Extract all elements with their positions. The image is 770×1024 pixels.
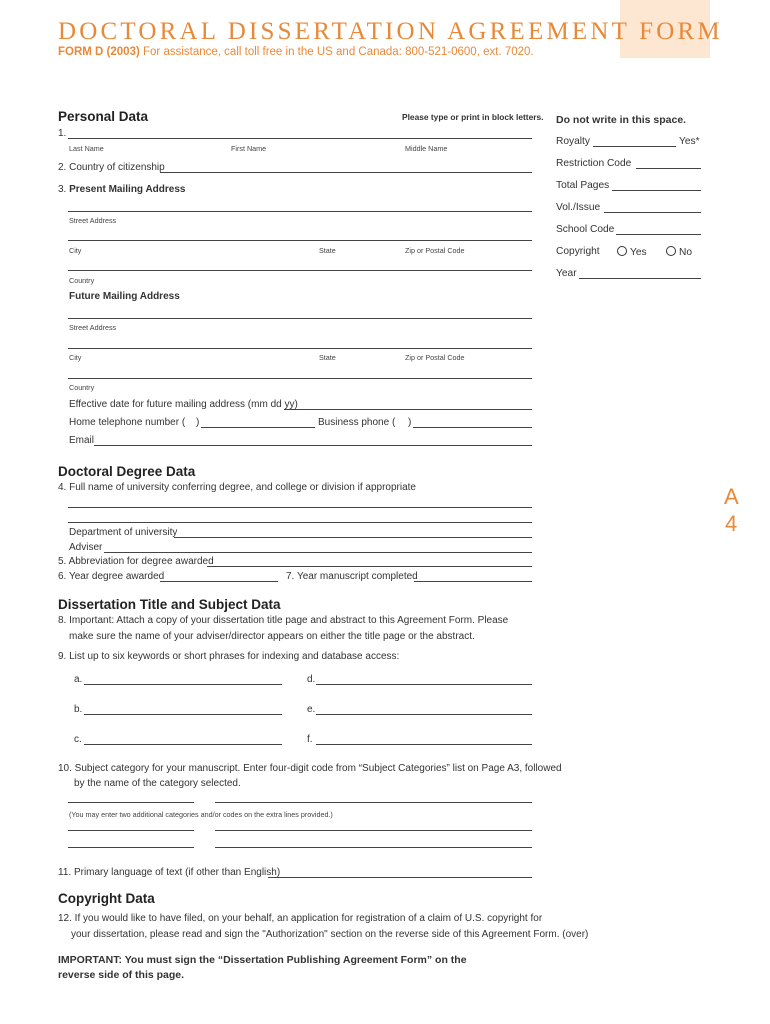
university-line-1[interactable] — [68, 507, 532, 508]
category-name-line-3[interactable] — [215, 847, 532, 848]
future-street-line[interactable] — [68, 318, 532, 319]
keyword-d-label: d. — [307, 674, 316, 685]
assistance-text: For assistance, call toll free in the US and Canada: 800-521-0600, ext. 7020. — [143, 46, 534, 58]
keyword-f-label: f. — [307, 734, 313, 745]
effective-date-line[interactable] — [284, 409, 532, 410]
dissertation-data-heading: Dissertation Title and Subject Data — [58, 597, 281, 612]
block-letters-note: Please type or print in block letters. — [402, 112, 544, 122]
item-11-label: 11. Primary language of text (if other than English) — [58, 867, 281, 878]
degree-data-heading: Doctoral Degree Data — [58, 464, 196, 479]
item-10-line-2: by the name of the category selected. — [74, 778, 241, 789]
copyright-yes-label: Yes — [630, 247, 647, 258]
home-phone-label: Home telephone number ( — [69, 417, 186, 428]
present-state-label: State — [319, 246, 336, 255]
adviser-label: Adviser — [69, 542, 103, 553]
future-zip-label: Zip or Postal Code — [405, 353, 465, 362]
last-name-label: Last Name — [69, 144, 104, 153]
total-pages-line[interactable] — [612, 190, 701, 191]
business-phone-line[interactable] — [413, 427, 532, 428]
radio-circle-icon — [617, 246, 627, 256]
business-phone-paren: ) — [408, 417, 412, 428]
future-country-label: Country — [69, 383, 95, 392]
keyword-b-label: b. — [74, 704, 83, 715]
keyword-a-label: a. — [74, 674, 83, 685]
department-line[interactable] — [174, 537, 532, 538]
page-title: DOCTORAL DISSERTATION AGREEMENT FORM — [58, 18, 723, 45]
adviser-line[interactable] — [104, 552, 532, 553]
present-city-label: City — [69, 246, 82, 255]
effective-date-label: Effective date for future mailing address (mm dd yy) — [69, 399, 298, 410]
page-number: 4 — [725, 511, 738, 536]
present-zip-label: Zip or Postal Code — [405, 246, 465, 255]
home-phone-line[interactable] — [201, 427, 315, 428]
home-phone-paren: ) — [196, 417, 200, 428]
year-awarded-line[interactable] — [160, 581, 278, 582]
item-3-label — [58, 184, 185, 195]
middle-name-label: Middle Name — [405, 144, 448, 153]
restriction-code-line[interactable] — [636, 168, 701, 169]
copyright-no-label: No — [679, 247, 693, 258]
name-line[interactable] — [68, 138, 532, 139]
present-street-line[interactable] — [68, 211, 532, 212]
restriction-code-label: Restriction Code — [556, 158, 632, 169]
keyword-d-line[interactable] — [316, 684, 532, 685]
copyright-label: Copyright — [556, 246, 600, 257]
item-3-number: 3. — [58, 184, 67, 195]
year-completed-line[interactable] — [414, 581, 532, 582]
country-citizenship-line[interactable] — [160, 172, 532, 173]
future-street-label: Street Address — [69, 323, 117, 332]
vol-issue-label: Vol./Issue — [556, 202, 601, 213]
item-8-line-2: make sure the name of your adviser/director appears on either the title page or the abstract. — [69, 631, 475, 642]
item-7-label: 7. Year manuscript completed — [286, 571, 418, 582]
future-city-label: City — [69, 353, 82, 362]
office-use-heading: Do not write in this space. — [556, 114, 687, 126]
keyword-b-line[interactable] — [84, 714, 282, 715]
first-name-label: First Name — [231, 144, 267, 153]
personal-data-heading: Personal Data — [58, 109, 149, 124]
department-label: Department of university — [69, 527, 178, 538]
present-address-label: Present Mailing Address — [69, 184, 186, 195]
email-line[interactable] — [94, 445, 532, 446]
keyword-e-line[interactable] — [316, 714, 532, 715]
business-phone-label: Business phone ( — [318, 417, 396, 428]
category-code-line[interactable] — [68, 802, 194, 803]
language-line[interactable] — [268, 877, 532, 878]
present-city-line[interactable] — [68, 240, 532, 241]
school-code-line[interactable] — [616, 234, 701, 235]
item-1-number: 1. — [58, 128, 67, 139]
item-12-line-1: 12. If you would like to have filed, on your behalf, an application for registration of a claim of U.S. copyright for — [58, 913, 543, 924]
royalty-yes-label: Yes* — [679, 136, 700, 147]
section-letter: A — [724, 484, 739, 509]
keyword-a-line[interactable] — [84, 684, 282, 685]
future-country-line[interactable] — [68, 378, 532, 379]
category-name-line[interactable] — [215, 802, 532, 803]
item-8-line-1: 8. Important: Attach a copy of your dissertation title page and abstract to this Agreement Form. Please — [58, 615, 509, 626]
radio-circle-icon — [666, 246, 676, 256]
item-4-label: 4. Full name of university conferring degree, and college or division if appropriate — [58, 482, 416, 493]
royalty-line[interactable] — [593, 146, 676, 147]
item-10-line-1: 10. Subject category for your manuscript. Enter four-digit code from “Subject Categories” list on Page A3, followed — [58, 763, 562, 774]
copyright-yes-option[interactable] — [617, 246, 647, 258]
important-line-2: reverse side of this page. — [58, 969, 185, 981]
school-code-label: School Code — [556, 224, 615, 235]
keyword-c-label: c. — [74, 734, 82, 745]
form-id: FORM D (2003) — [58, 46, 140, 58]
category-code-line-2[interactable] — [68, 830, 194, 831]
royalty-label: Royalty — [556, 136, 590, 147]
copyright-data-heading: Copyright Data — [58, 891, 155, 906]
year-label: Year — [556, 268, 577, 279]
email-label: Email — [69, 435, 95, 446]
item-9-label: 9. List up to six keywords or short phrases for indexing and database access: — [58, 651, 400, 662]
total-pages-label: Total Pages — [556, 180, 610, 191]
keyword-f-line[interactable] — [316, 744, 532, 745]
extra-categories-note: (You may enter two additional categories and/or codes on the extra lines provided.) — [69, 810, 333, 819]
important-line-1: IMPORTANT: You must sign the “Dissertation Publishing Agreement Form” on the — [58, 954, 467, 966]
university-line-2[interactable] — [68, 522, 532, 523]
form-subtitle — [58, 46, 534, 58]
keyword-e-label: e. — [307, 704, 316, 715]
keyword-c-line[interactable] — [84, 744, 282, 745]
category-code-line-3[interactable] — [68, 847, 194, 848]
year-line[interactable] — [579, 278, 701, 279]
vol-issue-line[interactable] — [604, 212, 701, 213]
category-name-line-2[interactable] — [215, 830, 532, 831]
future-city-line[interactable] — [68, 348, 532, 349]
item-12-line-2: your dissertation, please read and sign the "Authorization" section on the reverse side of this Agreement Form. (over) — [71, 929, 589, 940]
item-5-label: 5. Abbreviation for degree awarded — [58, 556, 214, 567]
future-address-label: Future Mailing Address — [69, 291, 180, 302]
item-6-label: 6. Year degree awarded — [58, 571, 165, 582]
copyright-no-option[interactable] — [666, 246, 692, 258]
country-citizenship-label: 2. Country of citizenship — [58, 162, 165, 173]
degree-abbreviation-line[interactable] — [207, 566, 532, 567]
future-state-label: State — [319, 353, 336, 362]
present-street-label: Street Address — [69, 216, 117, 225]
present-country-label: Country — [69, 276, 95, 285]
present-country-line[interactable] — [68, 270, 532, 271]
